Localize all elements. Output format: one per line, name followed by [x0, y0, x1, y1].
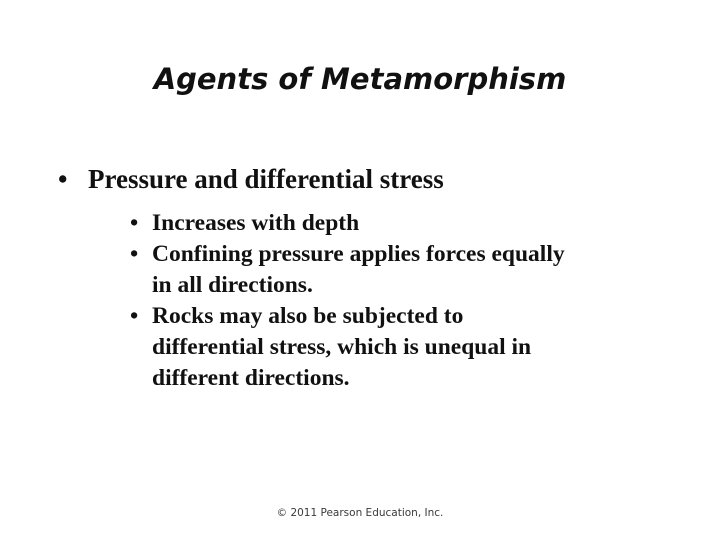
sub-bullet-line: Increases with depth — [152, 210, 360, 236]
bullet-dot: • — [130, 210, 139, 236]
sub-bullet-line: differential stress, which is unequal in — [152, 334, 532, 360]
bullet-dot: • — [58, 164, 68, 194]
sub-bullet-item — [130, 208, 690, 239]
main-bullet — [58, 164, 444, 195]
sub-bullet-line: in all directions. — [152, 272, 313, 298]
copyright-footer: © 2011 Pearson Education, Inc. — [276, 507, 444, 519]
bullet-dot: • — [130, 303, 139, 329]
sub-bullet-list — [130, 208, 690, 394]
sub-bullet-line: Confining pressure applies forces equally — [152, 241, 565, 267]
sub-bullet-item — [130, 239, 690, 301]
sub-bullet-line: different directions. — [152, 365, 350, 391]
sub-bullet-line: Rocks may also be subjected to — [152, 303, 464, 329]
sub-bullet-item — [130, 301, 690, 394]
main-bullet-text: Pressure and differential stress — [88, 164, 444, 194]
slide-title: Agents of Metamorphism — [153, 62, 567, 96]
bullet-dot: • — [130, 241, 139, 267]
